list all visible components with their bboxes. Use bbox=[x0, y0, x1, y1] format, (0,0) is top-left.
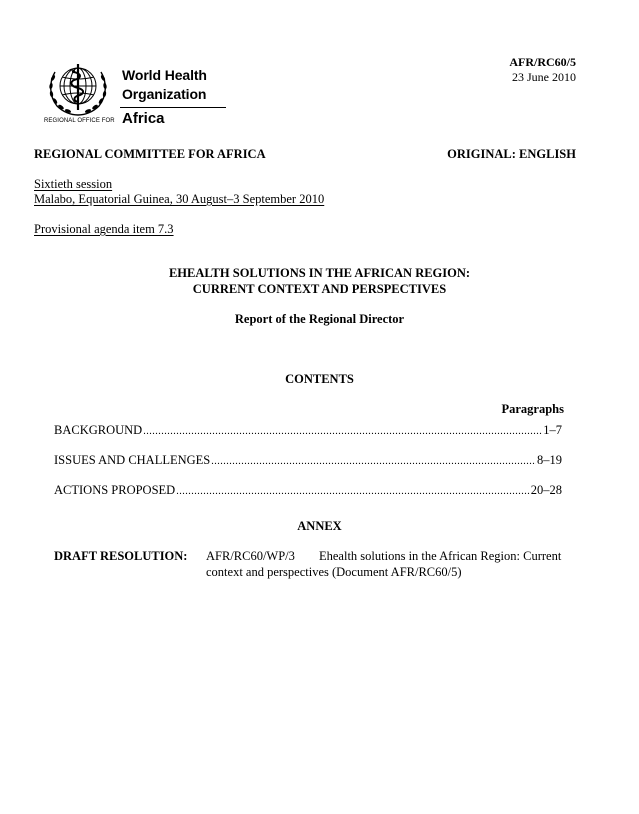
draft-resolution-title-line1: Ehealth solutions in the African Region: Current bbox=[319, 549, 562, 563]
who-logo bbox=[44, 56, 224, 132]
org-name-line2: Organization bbox=[122, 86, 207, 102]
toc-item-paragraphs: 20–28 bbox=[530, 483, 562, 497]
toc-item-label: ACTIONS PROPOSED bbox=[54, 483, 176, 497]
region-prefix: REGIONAL OFFICE FOR bbox=[44, 118, 115, 124]
annex-heading: ANNEX bbox=[297, 519, 342, 533]
original-language: ORIGINAL: ENGLISH bbox=[447, 147, 576, 161]
region-name: Africa bbox=[122, 110, 165, 127]
toc-item-paragraphs: 1–7 bbox=[543, 423, 562, 437]
document-title-line1: EHEALTH SOLUTIONS IN THE AFRICAN REGION: bbox=[168, 266, 471, 280]
logo-divider bbox=[120, 107, 226, 108]
draft-resolution-label: DRAFT RESOLUTION: bbox=[54, 549, 188, 563]
org-name-line1: World Health bbox=[122, 67, 207, 83]
toc-leader bbox=[176, 486, 530, 497]
contents-heading: CONTENTS bbox=[285, 372, 354, 386]
venue-line: Malabo, Equatorial Guinea, 30 August–3 September 2010 bbox=[34, 192, 325, 206]
toc-item-label: BACKGROUND bbox=[54, 423, 143, 437]
toc-item-label: ISSUES AND CHALLENGES bbox=[54, 453, 211, 467]
who-emblem-icon bbox=[47, 58, 109, 116]
toc-item-paragraphs: 8–19 bbox=[537, 453, 562, 467]
toc-item bbox=[54, 483, 562, 498]
toc-leader bbox=[211, 456, 536, 467]
document-title-line2: CURRENT CONTEXT AND PERSPECTIVES bbox=[192, 282, 447, 296]
draft-resolution-code: AFR/RC60/WP/3 bbox=[206, 549, 295, 563]
document-date: 23 June 2010 bbox=[512, 70, 576, 84]
draft-resolution-title-line2: context and perspectives (Document AFR/RC60/5) bbox=[206, 565, 462, 579]
committee-name: REGIONAL COMMITTEE FOR AFRICA bbox=[34, 147, 266, 161]
document-reference: AFR/RC60/5 bbox=[509, 55, 576, 69]
toc-item bbox=[54, 453, 562, 468]
toc-item bbox=[54, 423, 562, 438]
agenda-item: Provisional agenda item 7.3 bbox=[34, 222, 174, 236]
report-subtitle: Report of the Regional Director bbox=[234, 312, 405, 326]
session-line: Sixtieth session bbox=[34, 177, 113, 191]
toc-leader bbox=[143, 426, 542, 437]
paragraphs-heading: Paragraphs bbox=[501, 402, 564, 416]
